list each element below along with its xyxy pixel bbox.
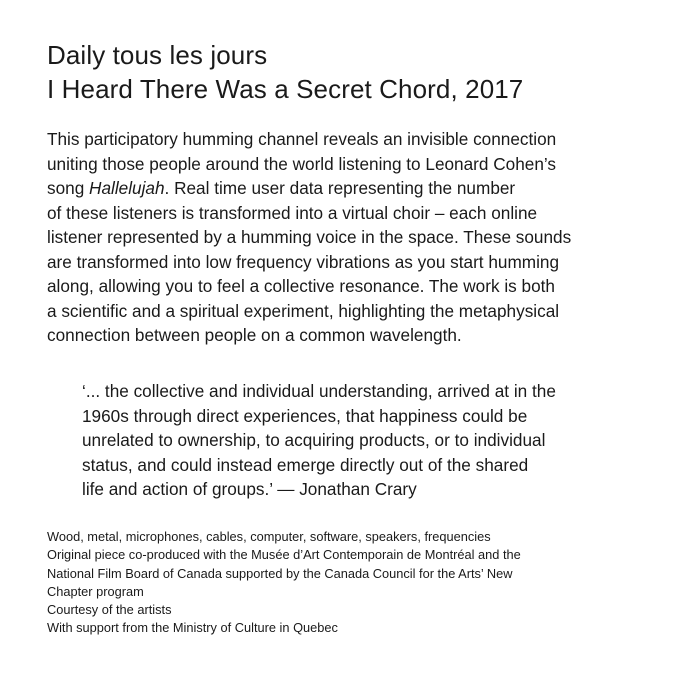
- work-title: I Heard There Was a Secret Chord, 2017: [47, 74, 524, 104]
- description-line: This participatory humming channel reveals an invisible connection: [47, 129, 557, 149]
- description-paragraph: [47, 127, 667, 348]
- quote-line: life and action of groups.’ — Jonathan Crary: [82, 479, 417, 499]
- description-line: along, allowing you to feel a collective resonance. The work is both: [47, 276, 555, 296]
- quote-line: 1960s through direct experiences, that happiness could be: [82, 405, 528, 426]
- description-line: a scientific and a spiritual experiment, highlighting the metaphysical: [47, 300, 560, 321]
- description-line: [47, 176, 667, 201]
- credit-line: National Film Board of Canada supported by the Canada Council for the Arts’ New: [47, 565, 513, 581]
- description-text: song: [47, 178, 90, 198]
- description-line: are transformed into low frequency vibrations as you start humming: [47, 251, 560, 272]
- artist-name: Daily tous les jours: [47, 40, 268, 70]
- description-line: uniting those people around the world listening to Leonard Cohen’s: [47, 153, 556, 174]
- quote-line: status, and could instead emerge directly out of the shared: [82, 454, 529, 475]
- credits-caption: [47, 528, 667, 638]
- description-text: . Real time user data representing the number: [164, 178, 516, 198]
- description-line: of these listeners is transformed into a virtual choir – each online: [47, 202, 538, 223]
- artwork-title: [47, 38, 667, 106]
- credit-line: Chapter program: [47, 583, 144, 599]
- courtesy-line: Courtesy of the artists: [47, 602, 172, 618]
- description-line: listener represented by a humming voice in the space. These sounds: [47, 227, 572, 247]
- crary-quote: [82, 379, 662, 502]
- description-line: connection between people on a common wavelength.: [47, 325, 462, 345]
- quote-line: unrelated to ownership, to acquiring products, or to individual: [82, 430, 546, 450]
- materials-line: Wood, metal, microphones, cables, computer, software, speakers, frequencies: [47, 529, 491, 544]
- support-line: With support from the Ministry of Culture in Quebec: [47, 620, 338, 636]
- credit-line: Original piece co-produced with the Musée d’Art Contemporain de Montréal and the: [47, 547, 521, 563]
- song-title: Hallelujah: [89, 178, 165, 198]
- quote-line: ‘... the collective and individual understanding, arrived at in the: [82, 381, 556, 401]
